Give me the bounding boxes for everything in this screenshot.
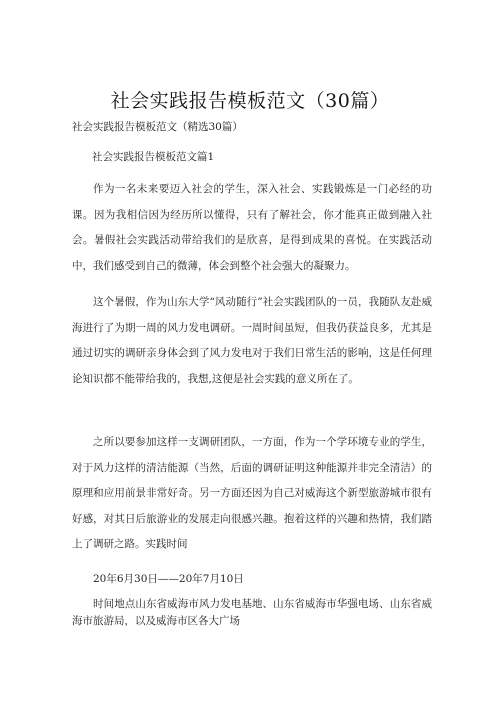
paragraph-3: 之所以要参加这样一支调研团队，一方面，作为一个学环境专业的学生，对于风力这样的清洁能源（当然，后面的调研证明这种能源并非完全清洁）的原理和应用前景非常好奇。另一方面还因为自己对威海这个新型旅游城市很有好感，对其日后旅游业的发展走向很感兴趣。抱着这样的兴趣和热情，我们踏上了调研之路。实践时间 <box>72 436 432 550</box>
location-paragraph: 时间地点山东省威海市风力发电基地、山东省威海市华强电场、山东省威海市旅游局，以及威海市区各大广场 <box>72 598 432 627</box>
paragraph-1: 作为一名未来要迈入社会的学生，深入社会、实践锻炼是一门必经的功课。因为我相信因为经历所以懂得，只有了解社会，你才能真正做到融入社会。暑假社会实践活动带给我们的是欣喜，是得到成果的喜悦。在实践活动中，我们感受到自己的微薄，体会到整个社会强大的凝聚力。 <box>72 183 432 272</box>
paragraph-2: 这个暑假，作为山东大学“风动随行”社会实践团队的一员，我随队友赴威海进行了为期一周的风力发电调研。一周时间虽短，但我仍获益良多，尤其是通过切实的调研亲身体会到了风力发电对于我们日常生活的影响，这是任何理论知识都不能带给我的，我想,这便是社会实践的意义所在了。 <box>72 296 432 385</box>
document-subtitle: 社会实践报告模板范文（精选30篇） <box>72 121 243 133</box>
date-range: 20年6月30日——20年7月10日 <box>93 573 244 585</box>
document-title: 社会实践报告模板范文（30篇） <box>110 90 390 112</box>
section-heading: 社会实践报告模板范文篇1 <box>92 151 215 163</box>
